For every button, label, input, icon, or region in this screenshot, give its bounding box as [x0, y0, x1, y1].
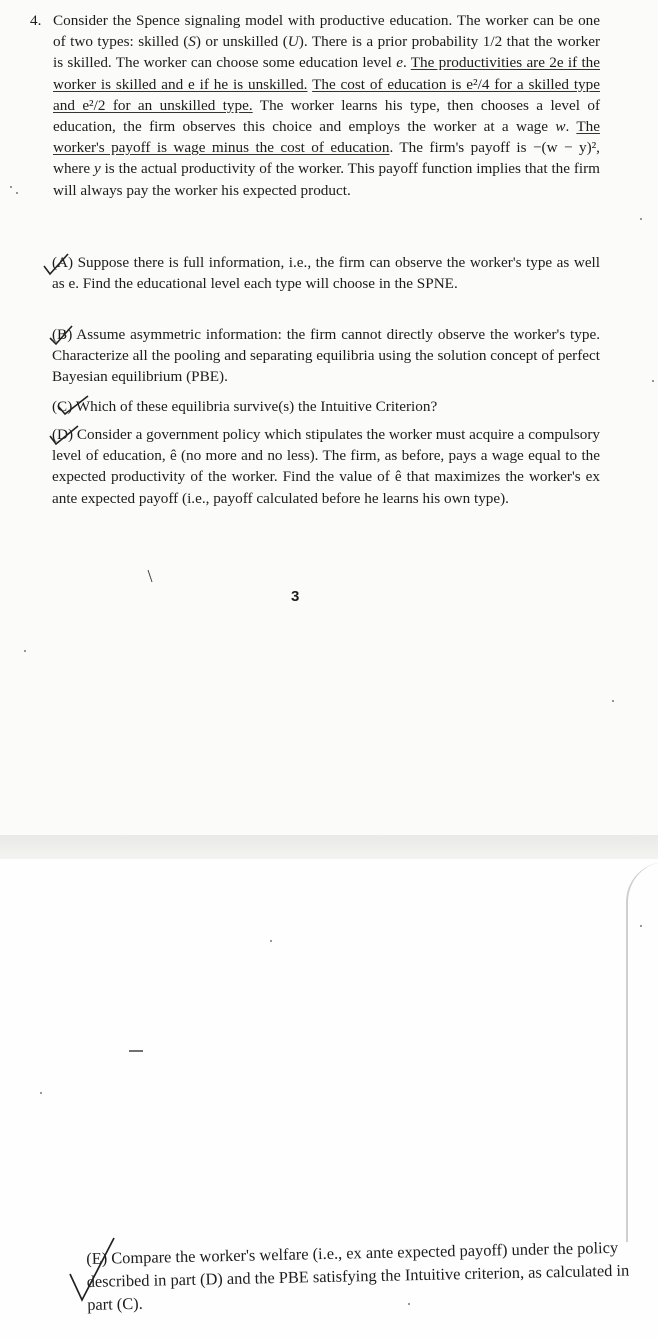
scan-speck — [16, 192, 18, 194]
underlined-payoff: The worker's payoff is wage minus the cost of education — [53, 118, 600, 157]
scan-speck — [640, 218, 642, 220]
page-divider — [0, 835, 658, 859]
scan-speck — [270, 940, 272, 942]
underlined-cost: The cost of education is e²/4 for a skilled type and e²/2 for an unskilled type. — [53, 75, 600, 114]
scan-speck — [408, 1303, 410, 1305]
part-d: (D) Consider a government policy which stipulates the worker must acquire a compulsory level of education, ê (no more and no less). The firm, as before, pays a wage equal to the expected productivity of the worker. Find the value of ê that maximizes the worker's ex ante expected payoff (i.e., payoff calculated before he learns his own type). — [52, 426, 600, 507]
page-number: 3 — [291, 588, 300, 605]
part-a: (A) Suppose there is full information, i.e., the firm can observe the worker's type as well as e. Find the educational level each type will choose in the SPNE. — [52, 254, 600, 293]
part-c: (C) Which of these equilibria survive(s) the Intuitive Criterion? — [52, 398, 438, 415]
scan-speck — [40, 1092, 42, 1094]
scan-speck — [10, 186, 12, 188]
scan-speck — [640, 925, 642, 927]
scan-speck — [652, 380, 654, 382]
underlined-productivity: The productivities are 2e if the worker is skilled and e if he is unskilled. — [53, 54, 600, 93]
scan-speck — [24, 650, 26, 652]
scan-speck — [612, 700, 614, 702]
paper-curl-edge — [626, 862, 658, 1242]
problem-body: Consider the Spence signaling model with productive education. The worker can be one of two types: skilled (S) or unskilled (U). There is a prior probability 1/2 that the worker is skilled. The worker can choose some education level e. The productivities are 2e if the worker is skilled and e if he is unskilled. The cost of education is e²/4 for a skilled type and e²/2 for an unskilled type. The worker learns his type, then chooses a level of education, the firm observes this choice and employs the worker at a wage w. The worker's payoff is wage minus the cost of education. The firm's payoff is −(w − y)², where y is the actual productivity of the worker. This payoff function implies that the firm will always pay the worker his expected product. — [53, 12, 601, 199]
problem-number: 4. — [30, 12, 42, 29]
part-e: (E) Compare the worker's welfare (i.e., ex ante expected payoff) under the policy described in part (D) and the PBE satisfying the Intuitive criterion, as calculated in part (C). — [86, 1237, 630, 1314]
problem-statement — [30, 10, 600, 201]
part-b: (B) Assume asymmetric information: the firm cannot directly observe the worker's type. Characterize all the pooling and separating equilibria using the solution concept of perfect Bayesian equilibrium (PBE). — [52, 326, 600, 386]
